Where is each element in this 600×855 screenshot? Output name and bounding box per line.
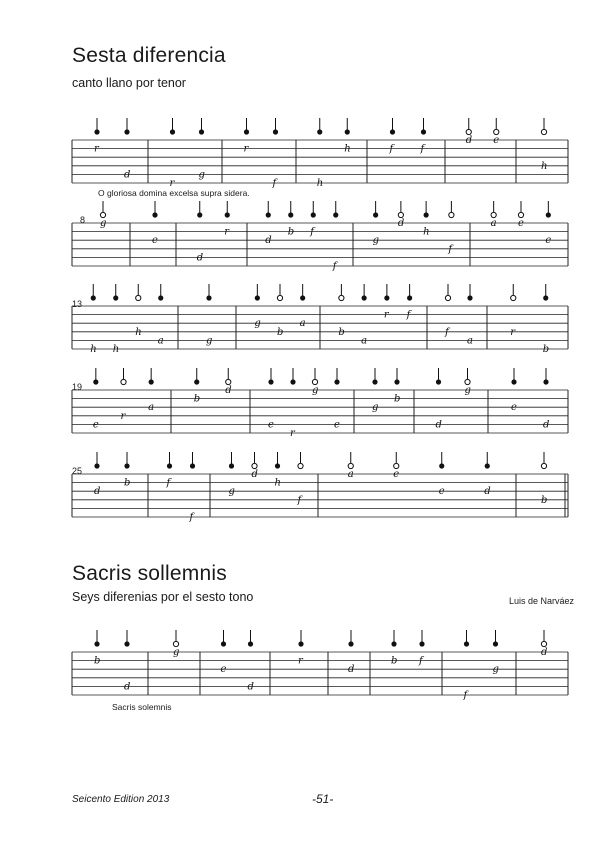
rhythm-flag: [100, 212, 105, 217]
rhythm-flag: [465, 379, 470, 384]
tab-letter: b: [338, 326, 345, 338]
rhythm-flag: [194, 379, 199, 384]
rhythm-flag: [384, 295, 389, 300]
tab-letter: f: [310, 226, 314, 238]
tab-letter: b: [277, 326, 284, 338]
rhythm-flag: [445, 295, 450, 300]
rhythm-flag: [248, 641, 253, 646]
rhythm-flag: [206, 295, 211, 300]
tab-letter: f: [166, 477, 171, 489]
tab-letter: f: [445, 326, 449, 338]
tab-letter: b: [541, 494, 548, 506]
tab-letter: a: [347, 469, 354, 480]
tab-letter: d: [484, 486, 491, 498]
tab-letter: f: [406, 309, 411, 321]
tab-letter: h: [344, 143, 351, 155]
tab-letter: a: [490, 218, 497, 229]
tab-letter: e: [268, 419, 274, 431]
tab-letter: b: [394, 393, 401, 405]
rhythm-flag: [311, 212, 316, 217]
composer-name: Luis de Narváez: [509, 596, 575, 606]
tab-letter: f: [463, 690, 468, 701]
tab-letter: r: [94, 143, 99, 155]
rhythm-flag: [152, 212, 157, 217]
tab-letter: g: [254, 318, 261, 330]
tab-letter: a: [157, 335, 164, 347]
rhythm-flag: [93, 379, 98, 384]
rhythm-flag: [373, 212, 378, 217]
rhythm-flag: [541, 129, 546, 134]
lyric-line: O gloriosa domina excelsa supra sidera.: [98, 188, 250, 198]
tab-letter: e: [334, 419, 340, 431]
rhythm-flag: [124, 463, 129, 468]
tab-letter: b: [287, 226, 295, 238]
tab-letter: d: [435, 419, 442, 431]
tab-letter: e: [438, 486, 445, 498]
rhythm-flag: [493, 641, 498, 646]
rhythm-flag: [467, 295, 472, 300]
edition-note: Seicento Edition 2013: [72, 794, 170, 805]
tab-letter: d: [124, 681, 131, 693]
rhythm-flag: [300, 295, 305, 300]
rhythm-flag: [94, 641, 99, 646]
rhythm-flag: [398, 212, 403, 217]
rhythm-flag: [449, 212, 454, 217]
tab-letter: d: [124, 169, 131, 181]
tab-letter: d: [251, 469, 258, 480]
rhythm-flag: [543, 379, 548, 384]
tab-letter: a: [148, 402, 155, 414]
tab-letter: h: [316, 178, 324, 189]
rhythm-flag: [91, 295, 96, 300]
rhythm-flag: [136, 295, 141, 300]
rhythm-flag: [436, 379, 441, 384]
rhythm-flag: [190, 463, 195, 468]
rhythm-flag: [158, 295, 163, 300]
tab-letter: a: [361, 335, 368, 347]
rhythm-flag: [298, 641, 303, 646]
rhythm-flag: [518, 212, 523, 217]
tab-letter: e: [545, 235, 552, 247]
tab-letter: e: [152, 235, 158, 247]
system-number: 8: [80, 215, 86, 225]
tab-letter: r: [120, 410, 126, 422]
tab-letter: g: [312, 385, 319, 396]
piece-subtitle: canto llano por tenor: [72, 76, 186, 90]
tab-letter: f: [332, 261, 337, 272]
rhythm-flag: [494, 129, 499, 134]
tab-letter: e: [493, 135, 500, 146]
tab-letter: f: [389, 143, 394, 155]
rhythm-flag: [221, 641, 226, 646]
tab-letter: d: [196, 252, 204, 264]
tab-letter: e: [220, 664, 227, 676]
tab-letter: f: [419, 655, 423, 667]
rhythm-flag: [419, 641, 424, 646]
tab-letter: h: [112, 344, 120, 355]
system-number: 13: [72, 299, 83, 309]
tab-letter: b: [94, 655, 101, 667]
tab-letter: g: [372, 235, 380, 247]
rhythm-flag: [288, 212, 293, 217]
rhythm-flag: [225, 212, 230, 217]
tab-letter: a: [299, 318, 306, 330]
rhythm-flag: [390, 129, 395, 134]
rhythm-flag: [439, 463, 444, 468]
rhythm-flag: [170, 129, 175, 134]
rhythm-flag: [252, 463, 257, 468]
page-number: -51-: [312, 792, 334, 806]
tab-letter: d: [397, 218, 405, 229]
rhythm-flag: [173, 641, 178, 646]
rhythm-flag: [199, 129, 204, 134]
rhythm-flag: [466, 129, 471, 134]
rhythm-flag: [334, 379, 339, 384]
tab-letter: d: [225, 385, 232, 396]
rhythm-flag: [317, 129, 322, 134]
rhythm-flag: [226, 379, 231, 384]
tab-letter: f: [448, 243, 453, 255]
rhythm-flag: [197, 212, 202, 217]
tab-letter: g: [372, 402, 379, 414]
tab-letter: d: [348, 664, 355, 676]
rhythm-flag: [541, 463, 546, 468]
rhythm-flag: [485, 463, 490, 468]
tab-letter: b: [124, 477, 131, 489]
rhythm-flag: [362, 295, 367, 300]
tab-letter: r: [224, 226, 230, 238]
tab-letter: r: [290, 428, 295, 439]
tab-letter: h: [135, 326, 142, 338]
tab-letter: b: [391, 655, 398, 667]
rhythm-flag: [511, 295, 516, 300]
rhythm-flag: [167, 463, 172, 468]
rhythm-flag: [275, 463, 280, 468]
tab-letter: d: [94, 486, 101, 498]
tab-letter: b: [193, 393, 201, 405]
rhythm-flag: [345, 129, 350, 134]
rhythm-flag: [94, 463, 99, 468]
rhythm-flag: [149, 379, 154, 384]
rhythm-flag: [421, 129, 426, 134]
tab-letter: d: [265, 235, 272, 247]
rhythm-flag: [268, 379, 273, 384]
rhythm-flag: [541, 641, 546, 646]
tab-letter: g: [100, 218, 107, 229]
rhythm-flag: [391, 641, 396, 646]
rhythm-flag: [348, 463, 353, 468]
system-number: 19: [72, 382, 83, 392]
tab-letter: g: [198, 169, 205, 181]
rhythm-flag: [543, 295, 548, 300]
piece-subtitle: Seys diferenias por el sesto tono: [72, 590, 254, 604]
rhythm-flag: [121, 379, 126, 384]
tab-letter: d: [465, 135, 473, 146]
rhythm-flag: [273, 129, 278, 134]
tab-letter: f: [297, 494, 302, 506]
tab-letter: e: [393, 469, 400, 480]
tab-letter: a: [467, 335, 473, 347]
rhythm-flag: [255, 295, 260, 300]
piece-title: Sacris sollemnis: [72, 562, 227, 585]
tab-letter: e: [92, 419, 99, 431]
tab-letter: g: [464, 385, 471, 396]
tab-letter: f: [272, 178, 277, 189]
rhythm-flag: [339, 295, 344, 300]
lyric-line: Sacris solemnis: [112, 702, 172, 712]
rhythm-flag: [394, 463, 399, 468]
tab-letter: g: [173, 647, 180, 658]
tab-letter: d: [541, 647, 548, 658]
rhythm-flag: [266, 212, 271, 217]
rhythm-flag: [546, 212, 551, 217]
piece-title: Sesta diferencia: [72, 44, 226, 67]
tab-letter: g: [492, 664, 499, 676]
tab-letter: f: [420, 143, 425, 155]
rhythm-flag: [113, 295, 118, 300]
tab-letter: d: [543, 419, 550, 431]
tab-letter: h: [274, 477, 281, 489]
tab-letter: g: [206, 335, 213, 347]
rhythm-flag: [407, 295, 412, 300]
tab-letter: g: [228, 486, 235, 498]
tab-letter: f: [189, 512, 194, 523]
rhythm-flag: [333, 212, 338, 217]
rhythm-flag: [290, 379, 295, 384]
tab-letter: d: [247, 681, 254, 693]
rhythm-flag: [372, 379, 377, 384]
rhythm-flag: [124, 129, 129, 134]
rhythm-flag: [491, 212, 496, 217]
tab-letter: h: [541, 160, 548, 172]
rhythm-flag: [464, 641, 469, 646]
rhythm-flag: [424, 212, 429, 217]
tab-letter: b: [542, 344, 550, 355]
rhythm-flag: [229, 463, 234, 468]
rhythm-flag: [511, 379, 516, 384]
tab-letter: r: [383, 309, 389, 321]
tab-letter: r: [169, 178, 175, 189]
tab-letter: h: [423, 226, 430, 238]
rhythm-flag: [124, 641, 129, 646]
tab-letter: r: [243, 143, 249, 155]
rhythm-flag: [394, 379, 399, 384]
tab-letter: r: [298, 655, 303, 667]
rhythm-flag: [348, 641, 353, 646]
rhythm-flag: [277, 295, 282, 300]
rhythm-flag: [94, 129, 99, 134]
rhythm-flag: [244, 129, 249, 134]
tab-letter: r: [510, 326, 516, 338]
tab-letter: h: [90, 344, 97, 355]
system-number: 25: [72, 466, 83, 476]
tab-letter: e: [518, 218, 524, 229]
rhythm-flag: [298, 463, 303, 468]
tab-letter: e: [511, 402, 517, 414]
rhythm-flag: [312, 379, 317, 384]
